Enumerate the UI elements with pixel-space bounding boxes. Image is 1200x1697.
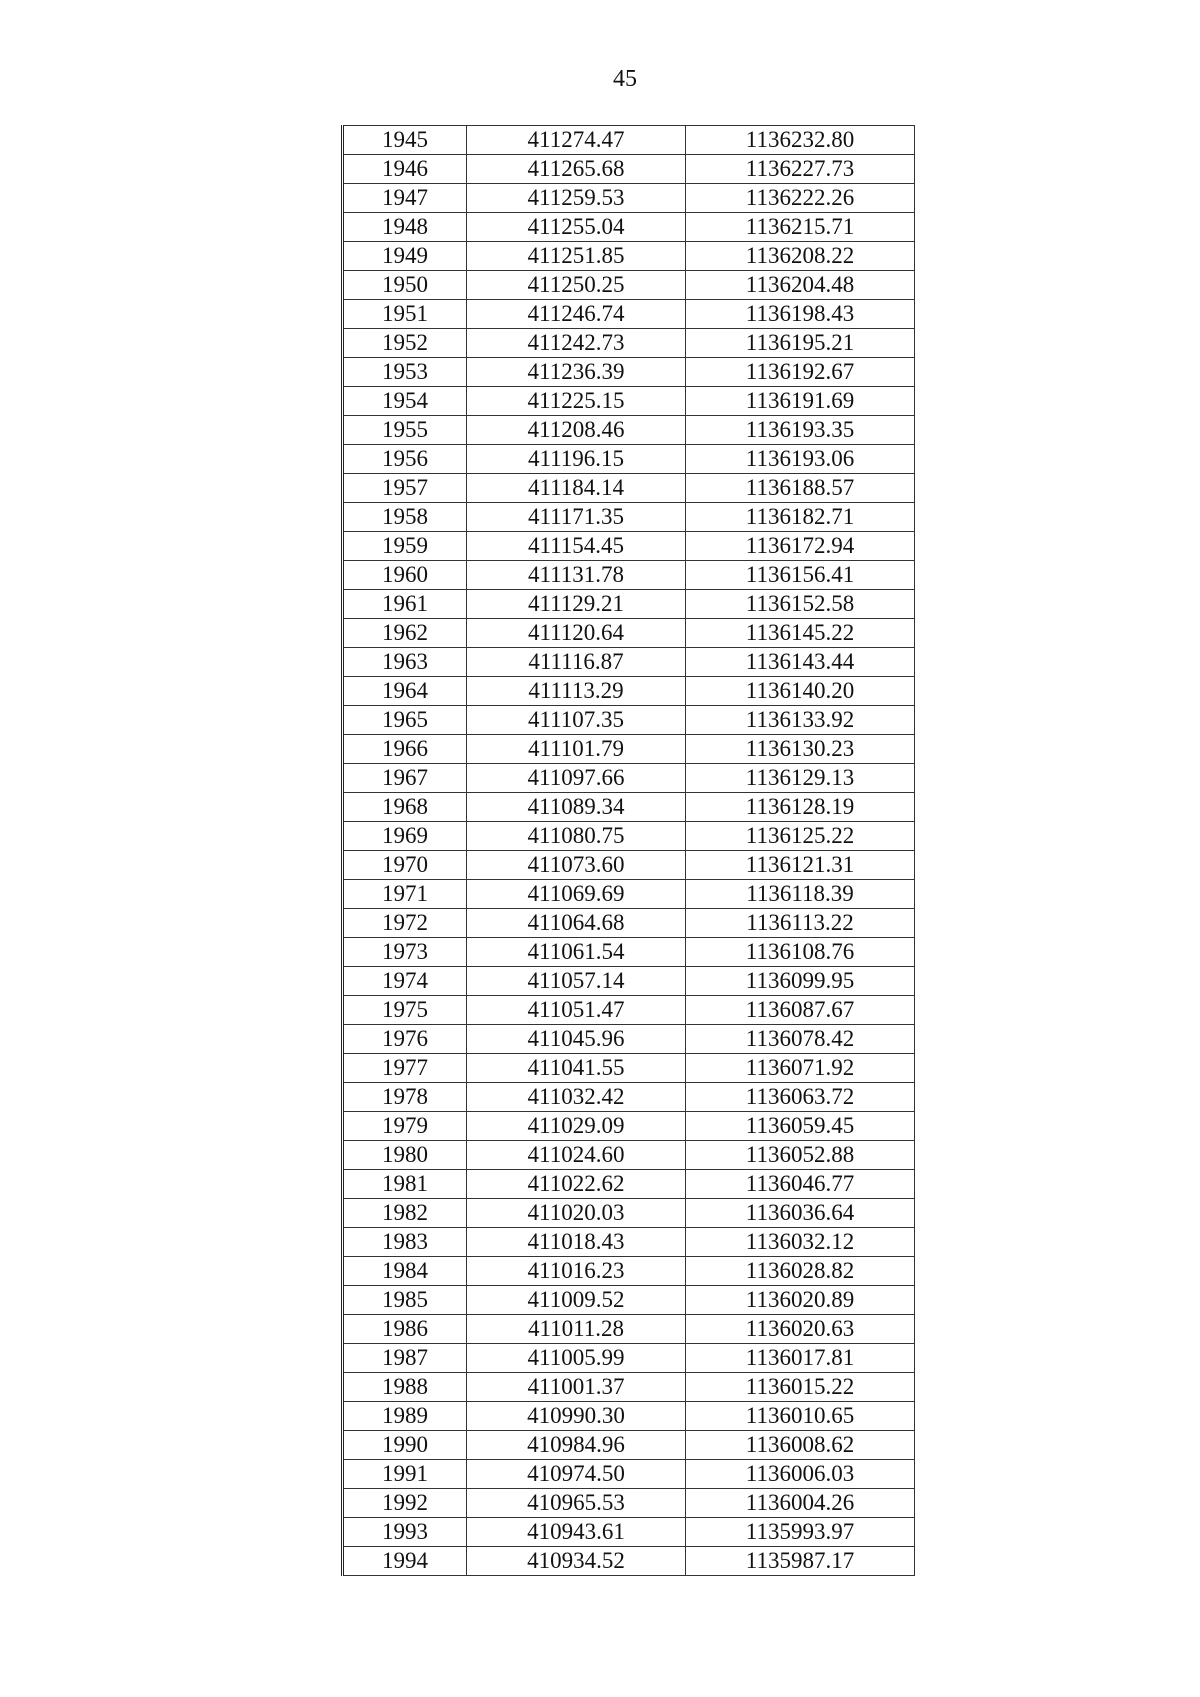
year-cell: 1966 [343,735,467,764]
y-coordinate-cell: 1136193.35 [686,416,915,445]
table-row [343,184,915,213]
year-cell: 1981 [343,1170,467,1199]
x-coordinate-cell: 411116.87 [467,648,686,677]
table-row [343,387,915,416]
y-coordinate-cell: 1136193.06 [686,445,915,474]
table-row [343,1228,915,1257]
x-coordinate-cell: 411171.35 [467,503,686,532]
year-cell: 1961 [343,590,467,619]
table-row [343,329,915,358]
table-row [343,532,915,561]
x-coordinate-cell: 411069.69 [467,880,686,909]
table-row [343,1083,915,1112]
table-row [343,1315,915,1344]
year-cell: 1994 [343,1547,467,1576]
year-cell: 1947 [343,184,467,213]
x-coordinate-cell: 411208.46 [467,416,686,445]
x-coordinate-cell: 411041.55 [467,1054,686,1083]
x-coordinate-cell: 411236.39 [467,358,686,387]
y-coordinate-cell: 1136121.31 [686,851,915,880]
x-coordinate-cell: 411101.79 [467,735,686,764]
y-coordinate-cell: 1136032.12 [686,1228,915,1257]
year-cell: 1990 [343,1431,467,1460]
x-coordinate-cell: 411024.60 [467,1141,686,1170]
table-row [343,648,915,677]
y-coordinate-cell: 1136015.22 [686,1373,915,1402]
y-coordinate-cell: 1135987.17 [686,1547,915,1576]
year-cell: 1988 [343,1373,467,1402]
year-cell: 1959 [343,532,467,561]
y-coordinate-cell: 1135993.97 [686,1518,915,1547]
table-row [343,938,915,967]
x-coordinate-cell: 411005.99 [467,1344,686,1373]
y-coordinate-cell: 1136125.22 [686,822,915,851]
y-coordinate-cell: 1136010.65 [686,1402,915,1431]
x-coordinate-cell: 410984.96 [467,1431,686,1460]
year-cell: 1952 [343,329,467,358]
table-row [343,967,915,996]
y-coordinate-cell: 1136188.57 [686,474,915,503]
y-coordinate-cell: 1136113.22 [686,909,915,938]
x-coordinate-cell: 411032.42 [467,1083,686,1112]
y-coordinate-cell: 1136004.26 [686,1489,915,1518]
year-cell: 1983 [343,1228,467,1257]
y-coordinate-cell: 1136020.63 [686,1315,915,1344]
y-coordinate-cell: 1136152.58 [686,590,915,619]
year-cell: 1965 [343,706,467,735]
table-row [343,1489,915,1518]
table-row [343,706,915,735]
table-row [343,619,915,648]
year-cell: 1980 [343,1141,467,1170]
y-coordinate-cell: 1136046.77 [686,1170,915,1199]
table-row [343,126,915,155]
year-cell: 1964 [343,677,467,706]
y-coordinate-cell: 1136182.71 [686,503,915,532]
x-coordinate-cell: 411016.23 [467,1257,686,1286]
table-row [343,474,915,503]
table-row [343,1344,915,1373]
y-coordinate-cell: 1136006.03 [686,1460,915,1489]
year-cell: 1971 [343,880,467,909]
x-coordinate-cell: 411113.29 [467,677,686,706]
year-cell: 1967 [343,764,467,793]
table-row [343,242,915,271]
y-coordinate-cell: 1136143.44 [686,648,915,677]
table-row [343,1431,915,1460]
page-number: 45 [613,66,637,92]
table-row [343,416,915,445]
x-coordinate-cell: 411045.96 [467,1025,686,1054]
y-coordinate-cell: 1136028.82 [686,1257,915,1286]
year-cell: 1976 [343,1025,467,1054]
y-coordinate-cell: 1136130.23 [686,735,915,764]
x-coordinate-cell: 410943.61 [467,1518,686,1547]
year-cell: 1969 [343,822,467,851]
year-cell: 1946 [343,155,467,184]
year-cell: 1958 [343,503,467,532]
year-cell: 1963 [343,648,467,677]
y-coordinate-cell: 1136078.42 [686,1025,915,1054]
x-coordinate-cell: 411120.64 [467,619,686,648]
year-cell: 1979 [343,1112,467,1141]
table-row [343,735,915,764]
x-coordinate-cell: 410990.30 [467,1402,686,1431]
y-coordinate-cell: 1136020.89 [686,1286,915,1315]
year-cell: 1957 [343,474,467,503]
x-coordinate-cell: 410974.50 [467,1460,686,1489]
x-coordinate-cell: 411089.34 [467,793,686,822]
x-coordinate-cell: 411009.52 [467,1286,686,1315]
table-row [343,1025,915,1054]
x-coordinate-cell: 411250.25 [467,271,686,300]
table-row [343,1373,915,1402]
table-row [343,822,915,851]
year-cell: 1951 [343,300,467,329]
x-coordinate-cell: 411073.60 [467,851,686,880]
x-coordinate-cell: 411274.47 [467,126,686,155]
x-coordinate-cell: 411057.14 [467,967,686,996]
x-coordinate-cell: 411011.28 [467,1315,686,1344]
x-coordinate-cell: 410934.52 [467,1547,686,1576]
x-coordinate-cell: 411242.73 [467,329,686,358]
table-row [343,880,915,909]
year-cell: 1975 [343,996,467,1025]
table-row [343,1054,915,1083]
x-coordinate-cell: 411064.68 [467,909,686,938]
y-coordinate-cell: 1136195.21 [686,329,915,358]
x-coordinate-cell: 411259.53 [467,184,686,213]
y-coordinate-cell: 1136222.26 [686,184,915,213]
year-cell: 1978 [343,1083,467,1112]
table-row [343,1402,915,1431]
year-cell: 1956 [343,445,467,474]
table-row [343,793,915,822]
year-cell: 1987 [343,1344,467,1373]
year-cell: 1945 [343,126,467,155]
x-coordinate-cell: 411001.37 [467,1373,686,1402]
x-coordinate-cell: 411131.78 [467,561,686,590]
year-cell: 1982 [343,1199,467,1228]
x-coordinate-cell: 411129.21 [467,590,686,619]
year-cell: 1992 [343,1489,467,1518]
table-row [343,1460,915,1489]
table-row [343,1141,915,1170]
year-cell: 1970 [343,851,467,880]
year-cell: 1989 [343,1402,467,1431]
table-row [343,1518,915,1547]
year-cell: 1985 [343,1286,467,1315]
year-cell: 1954 [343,387,467,416]
y-coordinate-cell: 1136059.45 [686,1112,915,1141]
year-cell: 1973 [343,938,467,967]
table-row [343,677,915,706]
table-row [343,503,915,532]
year-cell: 1948 [343,213,467,242]
x-coordinate-cell: 411051.47 [467,996,686,1025]
year-cell: 1950 [343,271,467,300]
year-cell: 1953 [343,358,467,387]
year-cell: 1972 [343,909,467,938]
x-coordinate-cell: 410965.53 [467,1489,686,1518]
table-row [343,358,915,387]
y-coordinate-cell: 1136128.19 [686,793,915,822]
table-row [343,996,915,1025]
table-row [343,445,915,474]
table-row [343,1257,915,1286]
x-coordinate-cell: 411018.43 [467,1228,686,1257]
y-coordinate-cell: 1136063.72 [686,1083,915,1112]
y-coordinate-cell: 1136017.81 [686,1344,915,1373]
y-coordinate-cell: 1136156.41 [686,561,915,590]
x-coordinate-cell: 411029.09 [467,1112,686,1141]
x-coordinate-cell: 411265.68 [467,155,686,184]
x-coordinate-cell: 411196.15 [467,445,686,474]
table-row [343,300,915,329]
y-coordinate-cell: 1136133.92 [686,706,915,735]
y-coordinate-cell: 1136008.62 [686,1431,915,1460]
y-coordinate-cell: 1136087.67 [686,996,915,1025]
y-coordinate-cell: 1136071.92 [686,1054,915,1083]
y-coordinate-cell: 1136145.22 [686,619,915,648]
table-row [343,909,915,938]
year-cell: 1968 [343,793,467,822]
y-coordinate-cell: 1136052.88 [686,1141,915,1170]
y-coordinate-cell: 1136118.39 [686,880,915,909]
y-coordinate-cell: 1136099.95 [686,967,915,996]
table-row [343,213,915,242]
y-coordinate-cell: 1136108.76 [686,938,915,967]
y-coordinate-cell: 1136129.13 [686,764,915,793]
x-coordinate-cell: 411225.15 [467,387,686,416]
x-coordinate-cell: 411022.62 [467,1170,686,1199]
y-coordinate-cell: 1136215.71 [686,213,915,242]
year-cell: 1977 [343,1054,467,1083]
year-cell: 1960 [343,561,467,590]
y-coordinate-cell: 1136208.22 [686,242,915,271]
table-row [343,1547,915,1576]
year-cell: 1984 [343,1257,467,1286]
y-coordinate-cell: 1136140.20 [686,677,915,706]
year-cell: 1955 [343,416,467,445]
year-cell: 1986 [343,1315,467,1344]
table-row [343,561,915,590]
table-row [343,851,915,880]
x-coordinate-cell: 411251.85 [467,242,686,271]
y-coordinate-cell: 1136192.67 [686,358,915,387]
table-row [343,155,915,184]
y-coordinate-cell: 1136232.80 [686,126,915,155]
x-coordinate-cell: 411020.03 [467,1199,686,1228]
x-coordinate-cell: 411107.35 [467,706,686,735]
table-row [343,1286,915,1315]
table-row [343,1170,915,1199]
x-coordinate-cell: 411154.45 [467,532,686,561]
year-cell: 1949 [343,242,467,271]
table-row [343,1112,915,1141]
y-coordinate-cell: 1136198.43 [686,300,915,329]
y-coordinate-cell: 1136227.73 [686,155,915,184]
year-cell: 1974 [343,967,467,996]
year-cell: 1962 [343,619,467,648]
table-row [343,271,915,300]
coordinates-table [341,125,915,1576]
table-body [343,126,915,1576]
x-coordinate-cell: 411246.74 [467,300,686,329]
y-coordinate-cell: 1136204.48 [686,271,915,300]
table-row [343,1199,915,1228]
y-coordinate-cell: 1136191.69 [686,387,915,416]
x-coordinate-cell: 411255.04 [467,213,686,242]
table-row [343,764,915,793]
x-coordinate-cell: 411061.54 [467,938,686,967]
y-coordinate-cell: 1136036.64 [686,1199,915,1228]
x-coordinate-cell: 411097.66 [467,764,686,793]
table-row [343,590,915,619]
y-coordinate-cell: 1136172.94 [686,532,915,561]
x-coordinate-cell: 411080.75 [467,822,686,851]
year-cell: 1993 [343,1518,467,1547]
x-coordinate-cell: 411184.14 [467,474,686,503]
year-cell: 1991 [343,1460,467,1489]
